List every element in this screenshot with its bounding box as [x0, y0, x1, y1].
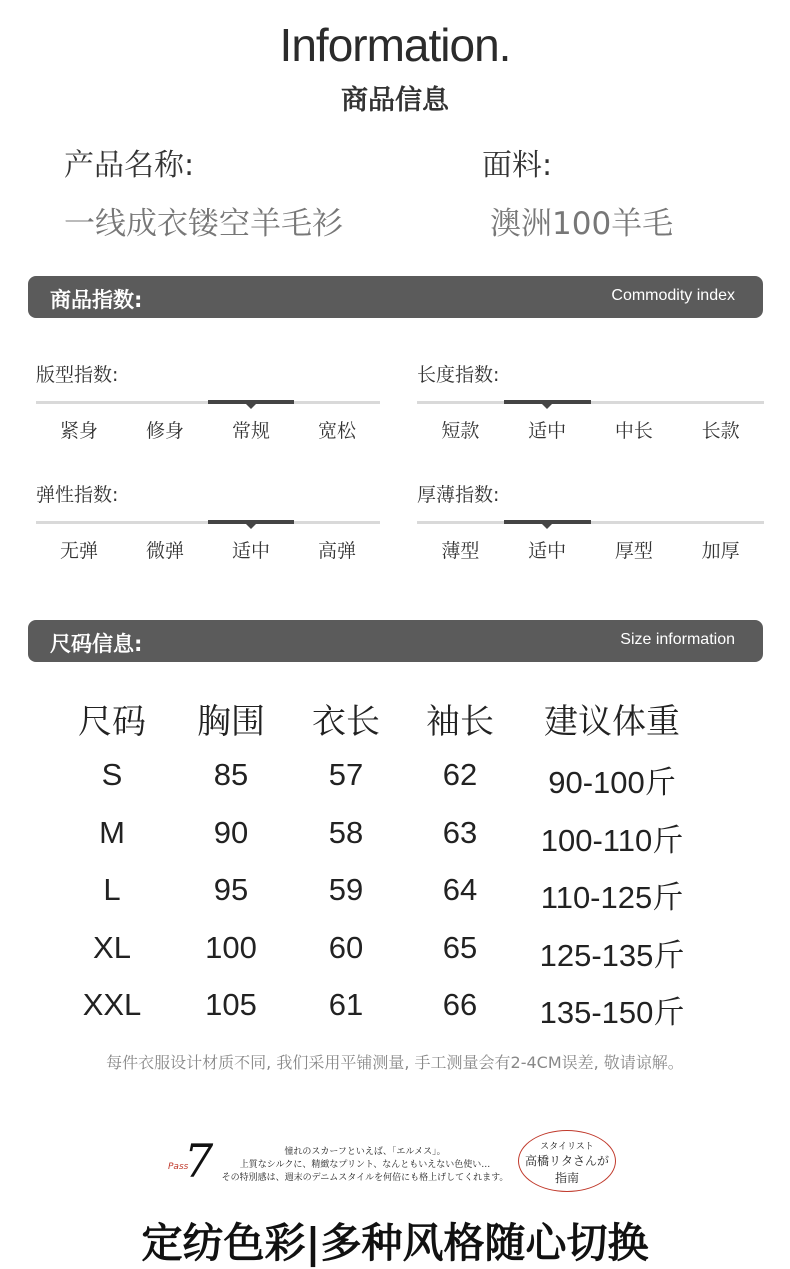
size-table-cell: 100	[205, 929, 257, 965]
ad-line: 上質なシルクに、精緻なプリント、なんともいえない色使い…	[239, 1160, 491, 1170]
index-option: 长款	[701, 420, 740, 442]
index-label: 弹性指数:	[36, 484, 119, 506]
index-option: 常规	[231, 420, 270, 442]
size-table-cell: 90	[213, 814, 249, 850]
size-table-cell: XL	[93, 929, 131, 965]
size-information-title: 尺码信息:	[50, 632, 143, 656]
index-pointer	[246, 524, 256, 529]
index-scale	[36, 401, 380, 404]
size-table-cell: 60	[328, 929, 364, 965]
measurement-note: 每件衣服设计材质不同, 我们采用平铺测量, 手工测量会有2-4CM误差, 敬请谅解。	[106, 1053, 684, 1072]
commodity-index-title: 商品指数:	[50, 288, 143, 312]
index-option: 修身	[145, 420, 184, 442]
size-table-header: 胸围	[197, 702, 265, 742]
size-information-subtitle: Size information	[620, 631, 735, 648]
product-name-value: 一线成衣镂空羊毛衫	[64, 206, 343, 242]
index-label: 厚薄指数:	[417, 484, 500, 506]
size-table-cell: S	[101, 757, 123, 792]
size-table-header: 尺码	[78, 702, 146, 742]
size-table-cell: 90-100斤	[548, 765, 676, 800]
logo-seven: 7	[184, 1134, 214, 1188]
size-table-cell: 135-150斤	[539, 995, 685, 1030]
size-table-cell: 125-135斤	[539, 937, 685, 973]
index-scale	[36, 521, 380, 524]
stamp-line: スタイリスト	[540, 1142, 594, 1152]
logo-small-text: Pass	[168, 1162, 189, 1172]
ad-line: その特別感は、週末のデニムスタイルを何倍にも格上げしてくれます。	[221, 1173, 509, 1183]
size-table-header: 建议体重	[544, 702, 680, 742]
size-information-bar	[28, 620, 763, 662]
size-table-cell: L	[103, 872, 121, 907]
index-option: 加厚	[701, 540, 740, 562]
index-option: 厚型	[614, 540, 653, 562]
stylist-stamp	[518, 1130, 616, 1192]
index-scale	[417, 401, 764, 404]
size-table-cell: XXL	[82, 987, 142, 1022]
size-table-cell: 85	[213, 757, 249, 792]
fabric-value: 澳洲100羊毛	[490, 206, 674, 242]
size-table-cell: M	[99, 814, 125, 850]
ad-line: 憧れのスカーフといえば、「エルメス」。	[284, 1147, 446, 1157]
index-option: 短款	[441, 420, 480, 442]
index-option: 适中	[231, 540, 270, 562]
size-table-cell: 95	[213, 872, 249, 907]
size-table-header: 衣长	[312, 702, 380, 742]
product-name-label: 产品名称:	[64, 148, 195, 183]
fabric-label: 面料:	[482, 148, 553, 183]
index-option: 中长	[614, 420, 653, 442]
stamp-line: 指南	[554, 1171, 579, 1185]
size-table-cell: 61	[328, 987, 364, 1022]
index-option: 薄型	[441, 540, 480, 562]
size-table-cell: 62	[442, 757, 478, 792]
footer-slogan: 定纺色彩|多种风格随心切换	[141, 1219, 649, 1267]
index-option: 无弹	[59, 540, 98, 562]
index-pointer	[542, 524, 552, 529]
size-table-cell: 105	[205, 987, 257, 1022]
index-option: 高弹	[317, 540, 356, 562]
index-pointer	[542, 404, 552, 409]
index-option: 微弹	[145, 540, 184, 562]
size-table-cell: 66	[442, 987, 478, 1022]
size-table-cell: 100-110斤	[540, 822, 684, 858]
index-scale	[417, 521, 764, 524]
size-table-cell: 63	[442, 814, 478, 850]
commodity-index-subtitle: Commodity index	[611, 287, 735, 304]
ad-copy	[210, 1146, 520, 1185]
index-label: 长度指数:	[417, 364, 500, 386]
title-cn: 商品信息	[341, 85, 449, 116]
index-pointer	[246, 404, 256, 409]
size-table-cell: 59	[328, 872, 364, 907]
commodity-index-bar	[28, 276, 763, 318]
index-option: 适中	[528, 540, 567, 562]
index-option: 适中	[528, 420, 567, 442]
size-table-cell: 64	[442, 872, 478, 907]
size-table-cell: 58	[328, 814, 364, 850]
size-table-cell: 110-125斤	[540, 880, 684, 915]
index-option: 宽松	[317, 420, 356, 442]
size-table-cell: 65	[442, 929, 478, 965]
title-en: Information.	[279, 19, 511, 71]
index-label: 版型指数:	[36, 364, 119, 386]
size-table-cell: 57	[328, 757, 364, 792]
index-option: 紧身	[59, 420, 98, 442]
stamp-line: 高橋リタさんが	[524, 1154, 609, 1168]
size-table-header: 袖长	[426, 702, 494, 742]
